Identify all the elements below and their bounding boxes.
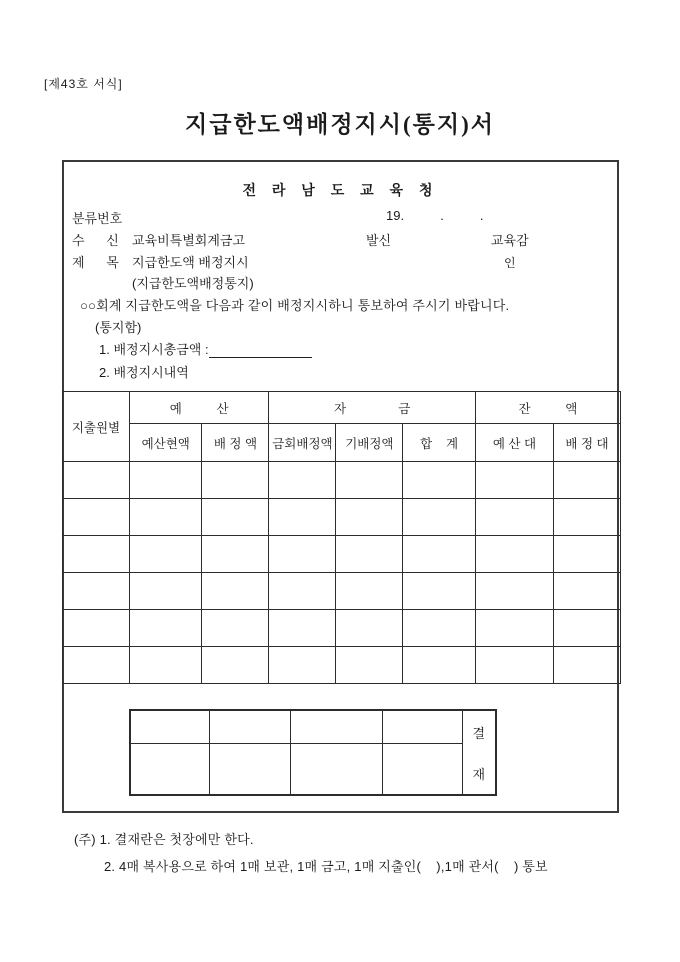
table-cell — [336, 573, 403, 610]
notice-sentence: (통지함) — [95, 320, 142, 335]
table-cell — [202, 573, 269, 610]
form-number: [제43호 서식] — [44, 77, 123, 91]
approval-cell — [130, 743, 209, 795]
approval-cell — [382, 743, 462, 795]
allocation-table — [62, 391, 621, 684]
table-cell — [475, 647, 553, 684]
group-header-budget: 예 산 — [129, 392, 268, 424]
column-header-prior-allocation: 기배정액 — [336, 424, 403, 462]
sender-label: 발신 — [366, 233, 392, 248]
table-cell — [336, 536, 403, 573]
table-cell — [202, 462, 269, 499]
table-cell — [475, 499, 553, 536]
table-cell — [269, 573, 336, 610]
total-amount-blank — [209, 345, 312, 358]
recipient-label: 수 신 — [72, 233, 119, 248]
table-cell — [475, 536, 553, 573]
column-header-current-budget: 예산현액 — [129, 424, 202, 462]
approval-cell — [290, 710, 382, 743]
table-cell — [202, 647, 269, 684]
table-cell — [403, 536, 476, 573]
subject-label: 제 목 — [72, 255, 119, 270]
approval-label-top: 결 — [472, 725, 486, 741]
table-cell — [336, 499, 403, 536]
table-cell — [403, 573, 476, 610]
table-cell — [336, 462, 403, 499]
table-cell — [475, 610, 553, 647]
allocation-detail-line: 2. 배정지시내역 — [99, 365, 189, 380]
classification-number-label: 분류번호 — [72, 211, 123, 226]
column-header-allocated-amount: 배 정 액 — [202, 424, 269, 462]
total-amount-label: 1. 배정지시총금액 : — [99, 342, 209, 357]
table-cell — [269, 610, 336, 647]
request-sentence: ○○회계 지급한도액을 다음과 같이 배정지시하니 통보하여 주시기 바랍니다. — [80, 298, 510, 313]
form-frame — [62, 160, 619, 813]
table-cell — [129, 610, 202, 647]
table-row — [63, 499, 621, 536]
table-cell — [129, 462, 202, 499]
date-value: 19. . . — [386, 208, 484, 223]
column-header-vs-allocation: 배 정 대 — [553, 424, 620, 462]
approval-label-bottom: 재 — [472, 766, 486, 782]
table-cell — [202, 499, 269, 536]
table-cell — [63, 462, 130, 499]
column-header-vs-budget: 예 산 대 — [475, 424, 553, 462]
table-cell — [129, 499, 202, 536]
table-row — [63, 610, 621, 647]
table-cell — [63, 573, 130, 610]
table-cell — [403, 610, 476, 647]
table-cell — [553, 573, 620, 610]
table-cell — [553, 499, 620, 536]
approval-cell — [209, 710, 290, 743]
table-cell — [269, 647, 336, 684]
sender-value: 교육감 — [491, 233, 529, 248]
total-amount-line — [99, 339, 312, 355]
footnote-2: 2. 4매 복사용으로 하여 1매 보관, 1매 금고, 1매 지출인( ),1매 관서( ) 통보 — [104, 859, 548, 874]
table-cell — [129, 573, 202, 610]
table-cell — [475, 462, 553, 499]
table-cell — [269, 499, 336, 536]
table-cell — [129, 536, 202, 573]
seal-mark: 인 — [504, 256, 516, 270]
approval-table — [129, 709, 497, 796]
allocation-table-body — [63, 462, 621, 684]
table-cell — [475, 573, 553, 610]
approval-row — [130, 710, 496, 743]
table-row — [63, 573, 621, 610]
page-title: 지급한도액배정지시(통지)서 — [185, 112, 495, 137]
column-header-this-allocation: 금회배정액 — [269, 424, 336, 462]
group-header-balance: 잔 액 — [475, 392, 620, 424]
table-cell — [336, 647, 403, 684]
table-cell — [336, 610, 403, 647]
approval-cell — [290, 743, 382, 795]
table-cell — [553, 647, 620, 684]
column-header-total: 합 계 — [403, 424, 476, 462]
table-cell — [553, 462, 620, 499]
agency-name: 전 라 남 도 교 육 청 — [242, 182, 439, 198]
approval-stamp-label — [462, 710, 496, 795]
recipient-value: 교육비특별회계금고 — [132, 233, 246, 248]
table-cell — [403, 647, 476, 684]
table-group-header-row — [63, 392, 621, 424]
table-row — [63, 462, 621, 499]
table-cell — [63, 536, 130, 573]
approval-row — [130, 743, 496, 795]
table-cell — [553, 536, 620, 573]
table-cell — [403, 462, 476, 499]
table-cell — [403, 499, 476, 536]
approval-cell — [130, 710, 209, 743]
approval-cell — [209, 743, 290, 795]
group-header-funds: 자 금 — [269, 392, 475, 424]
table-cell — [269, 536, 336, 573]
table-cell — [202, 536, 269, 573]
table-cell — [269, 462, 336, 499]
table-cell — [202, 610, 269, 647]
table-cell — [63, 647, 130, 684]
column-header-expenditure-source: 지출원별 — [63, 392, 130, 462]
table-cell — [553, 610, 620, 647]
approval-cell — [382, 710, 462, 743]
table-sub-header-row — [63, 424, 621, 462]
subject-value: 지급한도액 배정지시 — [132, 255, 249, 270]
table-cell — [63, 610, 130, 647]
footnote-1: (주) 1. 결재란은 첫장에만 한다. — [74, 832, 254, 847]
subject-subline: (지급한도액배정통지) — [132, 276, 254, 291]
table-row — [63, 647, 621, 684]
table-cell — [129, 647, 202, 684]
table-row — [63, 536, 621, 573]
table-cell — [63, 499, 130, 536]
